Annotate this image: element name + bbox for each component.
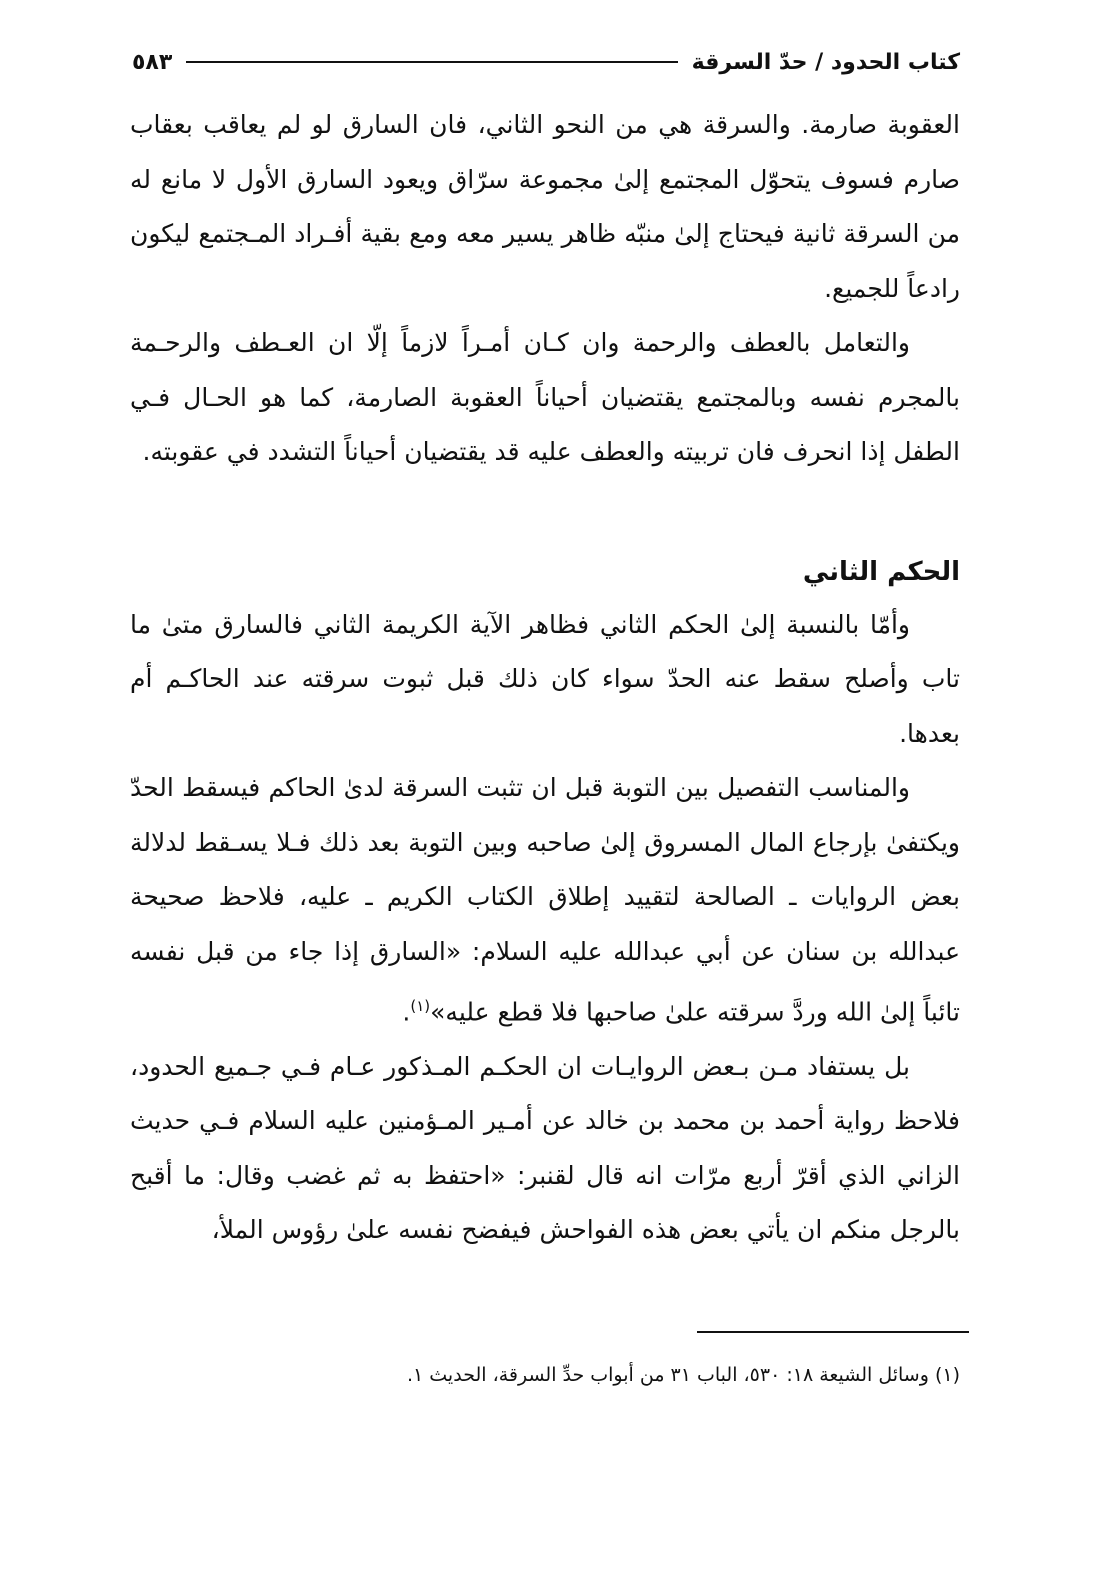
paragraph: والتعامل بالعطف والرحمة وان كـان أمـراً لازماً إلّا ان العـطف والرحـمة بالمجرم نفسه وبالمجتمع يقتضيان أحياناً العقوبة الصارمة، كما هو الحـال فـي الطفل إذا انحرف فان تربيته والعطف عليه قد يقتضيان أحياناً التشدد في عقوبته. <box>130 328 960 466</box>
header-rule <box>186 61 677 63</box>
paragraph: بل يستفاد مـن بـعض الروايـات ان الحكـم المـذكور عـام فـي جـميع الحدود، فلاحظ رواية أحمد بن محمد بن خالد عن أمـير المـؤمنين عليه السلام فـي حديث الزاني الذي أقرّ أربع مرّات انه قال لقنبر: «احتفظ به ثم غضب وقال: ما أقبح بالرجل منكم ان يأتي بعض هذه الفواحش فيفضح نفسه علىٰ رؤوس الملأ، <box>130 1051 960 1245</box>
footnote-separator <box>697 1331 969 1333</box>
page-number: ٥٨٣ <box>132 49 173 75</box>
running-title: كتاب الحدود / حدّ السرقة <box>691 49 960 75</box>
section-heading: الحكم الثاني <box>802 556 960 587</box>
footnote: (١) وسائل الشيعة ١٨: ٥٣٠، الباب ٣١ من أبواب حدِّ السرقة، الحديث ١. <box>406 1364 960 1386</box>
paragraph: وأمّا بالنسبة إلىٰ الحكم الثاني فظاهر الآية الكريمة الثاني فالسارق متىٰ ما تاب وأصلح سقط عنه الحدّ سواء كان ذلك قبل ثبوت سرقته عند الحاكـم أم بعدها. <box>130 609 960 748</box>
paragraph-text: والمناسب التفصيل بين التوبة قبل ان تثبت السرقة لدىٰ الحاكم فيسقط الحدّ ويكتفىٰ بإرجاع المال المسروق إلىٰ صاحبه وبين التوبة بعد ذلك فـلا يسـقط لدلالة بعض الروايات ـ الصالحة لتقييد إطلاق الكتاب الكريم ـ عليه، فلاحظ صحيحة عبدالله بن سنان عن أبي عبدالله عليه السلام: «السارق إذا جاء من قبل نفسه تائباً إلىٰ الله وردَّ سرقته علىٰ صاحبها فلا قطع عليه» <box>130 773 960 1027</box>
footnote-reference[interactable]: (١) <box>410 997 431 1015</box>
paragraph-continuation: العقوبة صارمة. والسرقة هي من النحو الثاني، فان السارق لو لم يعاقب بعقاب صارم فسوف يتحوّل المجتمع إلىٰ مجموعة سرّاق ويعود السارق الأول لا مانع له من السرقة ثانية فيحتاج إلىٰ منبّه ظاهر يسير معه ومع بقية أفـراد المـجتمع ليكون رادعاً للجميع. <box>130 110 960 303</box>
paragraph-with-footnote <box>130 761 960 1040</box>
paragraph-end-mark: . <box>402 997 411 1027</box>
running-header <box>132 42 960 82</box>
body-text <box>130 98 960 1258</box>
